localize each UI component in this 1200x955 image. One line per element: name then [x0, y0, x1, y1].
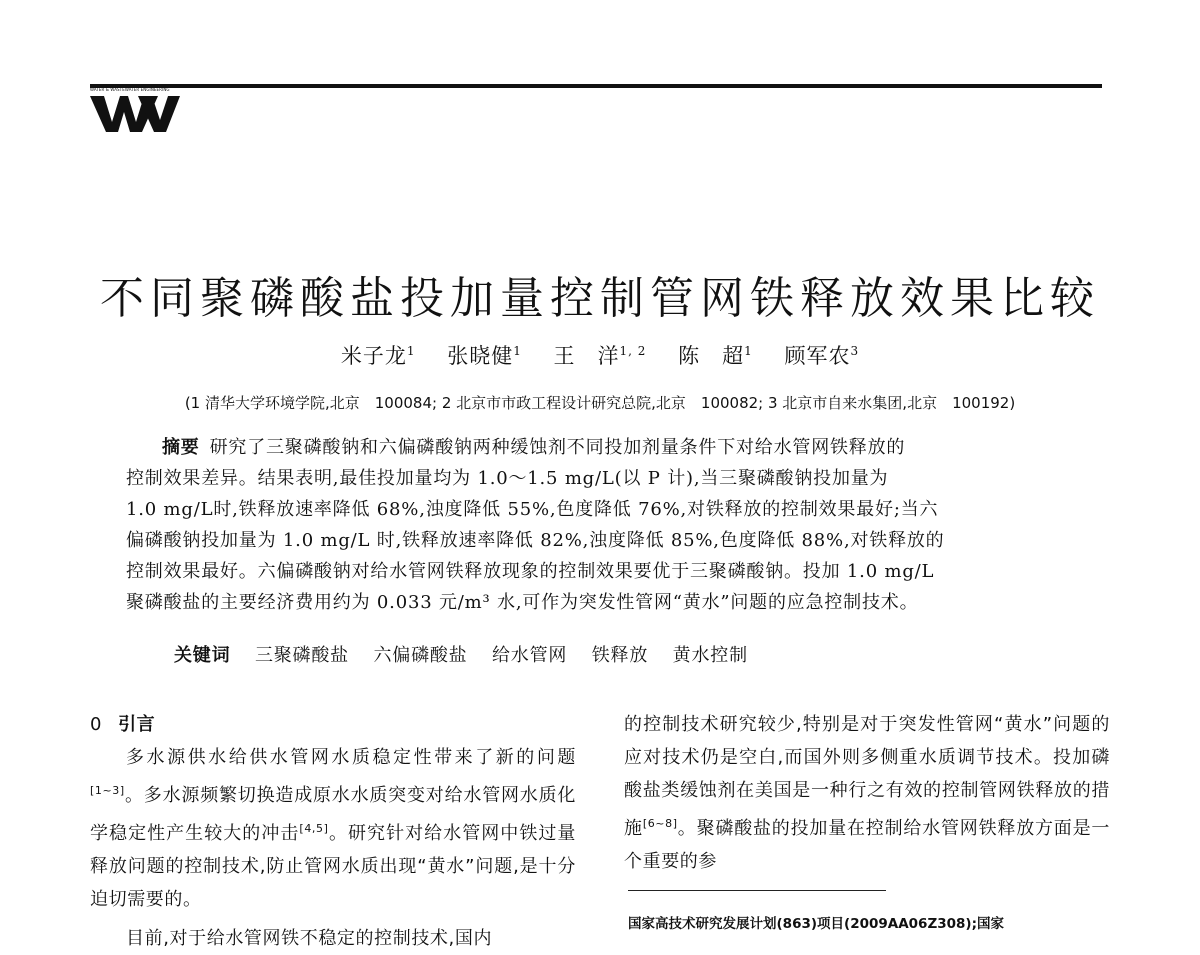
keyword: 铁释放: [591, 645, 649, 666]
keywords: [174, 641, 766, 667]
abstract-line: 控制效果差异。结果表明,最佳投加量均为 1.0～1.5 mg/L(以 P 计),当三聚磷酸钠投加量为: [126, 468, 889, 489]
author: 顾军农$^3$: [784, 344, 860, 368]
author-list: [0, 340, 1200, 370]
citation: [1~3]: [90, 784, 125, 797]
abstract-line: 摘要 研究了三聚磷酸钠和六偏磷酸钠两种缓蚀剂不同投加剂量条件下对给水管网铁释放的: [162, 437, 906, 458]
author: 陈 超$^1$: [678, 344, 753, 368]
journal-logo-text: WATER & WASTEWATER ENGINEERING: [90, 87, 170, 92]
keyword: 给水管网: [492, 645, 568, 666]
keyword: 三聚磷酸盐: [254, 645, 349, 666]
body-column-left: [90, 708, 576, 955]
abstract-line: 聚磷酸盐的主要经济费用约为 0.033 元/m³ 水,可作为突发性管网“黄水”问题的应急控制技术。: [126, 592, 919, 613]
abstract-line: 控制效果最好。六偏磷酸钠对给水管网铁释放现象的控制效果要优于三聚磷酸钠。投加 1.0 mg/L: [126, 561, 935, 582]
citation: [4,5]: [299, 822, 329, 835]
author: 米子龙$^1$: [340, 344, 416, 368]
abstract-line: 偏磷酸钠投加量为 1.0 mg/L 时,铁释放速率降低 82%,浊度降低 85%,色度降低 88%,对铁释放的: [126, 530, 945, 551]
section-heading: 0 引言: [90, 714, 156, 735]
paragraph: 的控制技术研究较少,特别是对于突发性管网“黄水”问题的应对技术仍是空白,而国外则多侧重水质调节技术。投加磷酸盐类缓蚀剂在美国是一种行之有效的控制管网铁释放的措施[6~8]。聚磷酸盐的投加量在控制给水管网铁释放方面是一个重要的参: [624, 714, 1111, 872]
funding-footnote: 国家高技术研究发展计划(863)项目(2009AA06Z308);国家: [628, 916, 1004, 932]
footnote-rule: [628, 890, 886, 891]
abstract: [126, 432, 1076, 618]
affiliations: (1 清华大学环境学院,北京 100084; 2 北京市市政工程设计研究总院,北京 100082; 3 北京市自来水集团,北京 100192): [184, 394, 1016, 412]
author: 张晓健$^1$: [447, 344, 522, 368]
body-column-right: [624, 708, 1110, 878]
abstract-label: 摘要: [162, 437, 200, 458]
keyword: 黄水控制: [672, 645, 748, 666]
citation: [6~8]: [642, 817, 678, 830]
paragraph: 多水源供水给供水管网水质稳定性带来了新的问题[1~3]。多水源频繁切换造成原水水质突变对给水管网水质化学稳定性产生较大的冲击[4,5]。研究针对给水管网中铁过量释放问题的控制技术,防止管网水质出现“黄水”问题,是十分迫切需要的。: [90, 747, 577, 910]
abstract-line: 1.0 mg/L时,铁释放速率降低 68%,浊度降低 55%,色度降低 76%,对铁释放的控制效果最好;当六: [126, 499, 939, 520]
paragraph: 目前,对于给水管网铁不稳定的控制技术,国内: [126, 928, 493, 949]
keywords-label: 关键词: [174, 645, 231, 666]
paper-title: 不同聚磷酸盐投加量控制管网铁释放效果比较: [100, 273, 1100, 324]
header-rule: [90, 84, 1102, 88]
keyword: 六偏磷酸盐: [373, 645, 468, 666]
ww-logo-icon: [90, 92, 180, 134]
author: 王 洋$^{1, 2}$: [553, 344, 647, 368]
